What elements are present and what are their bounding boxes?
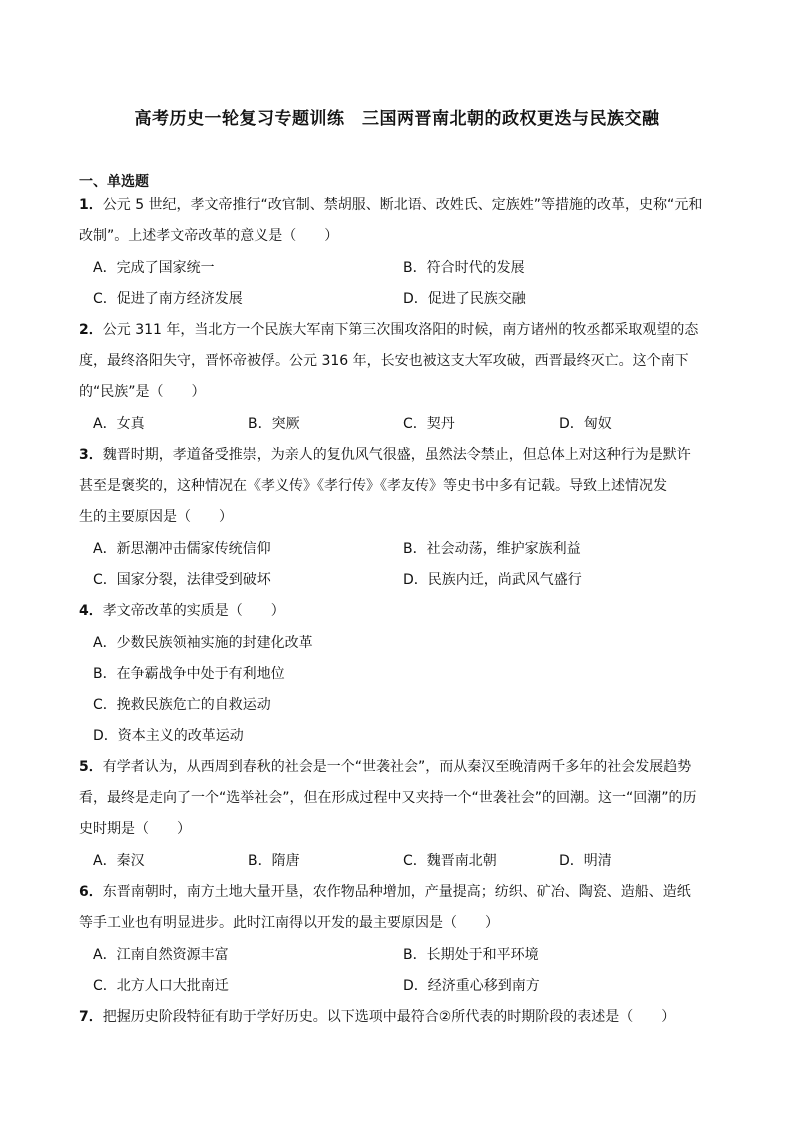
- question-3-line-3: 生的主要原因是（ ）: [79, 509, 233, 525]
- question-3-option-b[interactable]: B．社会动荡，维护家族利益: [403, 541, 581, 557]
- question-2-number: 2．: [79, 322, 103, 338]
- section-heading: 一、单选题: [79, 174, 149, 190]
- question-2-option-b[interactable]: B．突厥: [248, 416, 300, 432]
- question-2-option-d[interactable]: D．匈奴: [559, 416, 612, 432]
- question-6-option-d[interactable]: D．经济重心移到南方: [403, 978, 540, 994]
- question-5-option-a[interactable]: A．秦汉: [93, 853, 145, 869]
- question-3-line-2: 甚至是褒奖的，这种情况在《孝义传》《孝行传》《孝友传》等史书中多有记载。导致上述情况发: [79, 478, 667, 494]
- question-6-line-1: 6．东晋南朝时，南方土地大量开垦，农作物品种增加，产量提高；纺织、矿冶、陶瓷、造船、造纸: [79, 884, 691, 900]
- question-1-line-1: 1．公元 5 世纪，孝文帝推行“改官制、禁胡服、断北语、改姓氏、定族姓”等措施的改革，史称“元和: [79, 197, 703, 213]
- question-5-line-2: 看，最终是走向了一个“选举社会”，但在形成过程中又夹持一个“世袭社会”的回潮。这一“回潮”的历: [79, 790, 697, 806]
- question-2-option-c[interactable]: C．契丹: [403, 416, 455, 432]
- question-2-line-2: 度，最终洛阳失守，晋怀帝被俘。公元 316 年，长安也被这支大军攻破，西晋最终灭亡。这个南下: [79, 353, 689, 369]
- question-3-line-1: 3．魏晋时期，孝道备受推崇，为亲人的复仇风气很盛，虽然法令禁止，但总体上对这种行为是默许: [79, 447, 691, 463]
- question-4-number: 4．: [79, 603, 103, 619]
- question-5-option-d[interactable]: D．明清: [559, 853, 612, 869]
- question-3-option-d[interactable]: D．民族内迁，尚武风气盛行: [403, 572, 582, 588]
- question-6-option-c[interactable]: C．北方人口大批南迁: [93, 978, 229, 994]
- question-6-option-a[interactable]: A．江南自然资源丰富: [93, 947, 229, 963]
- question-5-line-3: 史时期是（ ）: [79, 821, 191, 837]
- question-4-option-b[interactable]: B．在争霸战争中处于有利地位: [93, 666, 285, 682]
- question-1-option-b[interactable]: B．符合时代的发展: [403, 260, 525, 276]
- question-5-line-1: 5．有学者认为，从西周到春秋的社会是一个“世袭社会”，而从秦汉至晚清两千多年的社会发展趋势: [79, 759, 692, 775]
- question-1-option-d[interactable]: D．促进了民族交融: [403, 291, 526, 307]
- question-6-number: 6．: [79, 884, 103, 900]
- question-1-line-2: 改制”。上述孝文帝改革的意义是（ ）: [79, 228, 339, 244]
- document-title: 高考历史一轮复习专题训练 三国两晋南北朝的政权更迭与民族交融: [134, 109, 660, 129]
- question-2-option-a[interactable]: A．女真: [93, 416, 145, 432]
- question-1-number: 1．: [79, 197, 103, 213]
- question-6-line-2: 等手工业也有明显进步。此时江南得以开发的最主要原因是（ ）: [79, 915, 499, 931]
- question-5-number: 5．: [79, 759, 103, 775]
- question-5-option-b[interactable]: B．隋唐: [248, 853, 300, 869]
- question-4-option-c[interactable]: C．挽救民族危亡的自救运动: [93, 697, 271, 713]
- question-4-option-a[interactable]: A．少数民族领袖实施的封建化改革: [93, 635, 313, 651]
- question-2-line-3: 的“民族”是（ ）: [79, 384, 206, 400]
- question-1-option-c[interactable]: C．促进了南方经济发展: [93, 291, 243, 307]
- question-2-line-1: 2．公元 311 年，当北方一个民族大军南下第三次围攻洛阳的时候，南方诸州的牧丞都采取观望的态: [79, 322, 699, 338]
- question-7-line-1: 7．把握历史阶段特征有助于学好历史。以下选项中最符合②所代表的时期阶段的表述是（ ）: [79, 1009, 676, 1025]
- question-4-line-1: 4．孝文帝改革的实质是（ ）: [79, 603, 285, 619]
- question-3-number: 3．: [79, 447, 103, 463]
- question-3-option-c[interactable]: C．国家分裂，法律受到破坏: [93, 572, 271, 588]
- question-1-option-a[interactable]: A．完成了国家统一: [93, 260, 215, 276]
- question-6-option-b[interactable]: B．长期处于和平环境: [403, 947, 539, 963]
- question-4-option-d[interactable]: D．资本主义的改革运动: [93, 728, 244, 744]
- question-3-option-a[interactable]: A．新思潮冲击儒家传统信仰: [93, 541, 271, 557]
- question-7-number: 7．: [79, 1009, 103, 1025]
- question-5-option-c[interactable]: C．魏晋南北朝: [403, 853, 497, 869]
